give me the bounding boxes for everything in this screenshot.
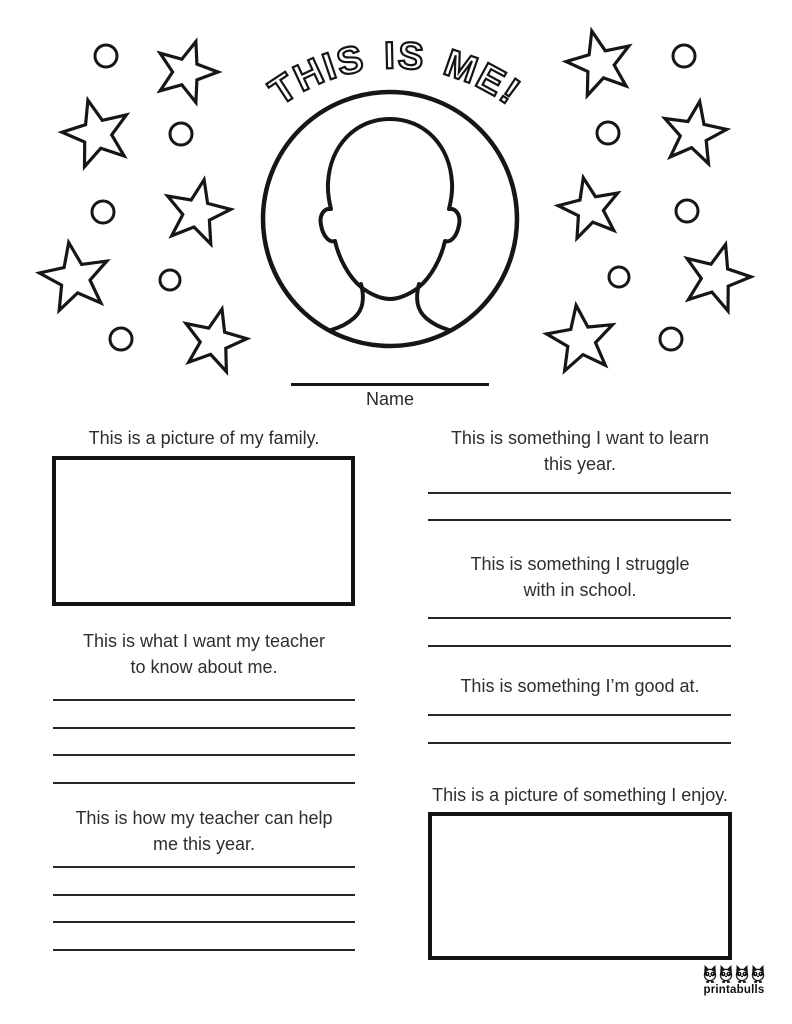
name-write-line	[291, 383, 489, 386]
section-heading-line: This is a picture of something I enjoy.	[432, 785, 728, 805]
star-icon	[62, 100, 126, 167]
blank-face-portrait-icon	[258, 87, 522, 351]
star-icon	[665, 102, 727, 164]
section-heading-line: This is how my teacher can help	[75, 808, 333, 828]
picture-box-enjoy-picture	[428, 812, 732, 960]
write-line-good-at	[428, 742, 731, 744]
circle-icon	[673, 45, 695, 67]
section-heading-good-at	[380, 673, 780, 699]
section-heading-line: with in school.	[523, 580, 637, 600]
write-line-want-to-learn	[428, 519, 731, 521]
star-icon	[168, 180, 231, 244]
section-heading-want-to-learn	[380, 425, 780, 477]
section-heading-line: to know about me.	[130, 657, 278, 677]
section-heading-teacher-help	[4, 805, 404, 857]
write-line-want-to-learn	[428, 492, 731, 494]
printabulls-logo	[696, 964, 772, 1004]
write-line-teacher-help	[53, 949, 355, 951]
write-line-teacher-know	[53, 754, 355, 756]
circle-icon	[110, 328, 132, 350]
write-line-struggle	[428, 645, 731, 647]
section-heading-line: This is a picture of my family.	[88, 428, 320, 448]
write-line-good-at	[428, 714, 731, 716]
section-heading-line: This is something I want to learn	[450, 428, 710, 448]
circle-icon	[92, 201, 114, 223]
section-heading-teacher-know	[4, 628, 404, 680]
write-line-teacher-know	[53, 782, 355, 784]
star-icon	[566, 31, 629, 96]
circle-icon	[609, 267, 629, 287]
write-line-teacher-help	[53, 921, 355, 923]
write-line-teacher-know	[53, 699, 355, 701]
circle-icon	[676, 200, 698, 222]
write-line-struggle	[428, 617, 731, 619]
picture-box-family-picture	[52, 456, 355, 606]
section-heading-line: me this year.	[152, 834, 256, 854]
write-line-teacher-know	[53, 727, 355, 729]
star-icon	[186, 309, 247, 372]
name-label: Name	[365, 389, 414, 409]
star-icon	[558, 178, 618, 239]
bulldog-face-icon-row	[702, 964, 766, 983]
circle-icon	[597, 122, 619, 144]
star-icon	[687, 244, 751, 311]
circle-icon	[160, 270, 180, 290]
section-heading-family-picture	[4, 425, 404, 451]
circle-icon	[170, 123, 192, 145]
section-heading-enjoy-picture	[380, 782, 780, 808]
circle-icon	[95, 45, 117, 67]
circle-icon	[660, 328, 682, 350]
write-line-teacher-help	[53, 866, 355, 868]
write-line-teacher-help	[53, 894, 355, 896]
star-icon	[39, 243, 106, 311]
star-icon	[547, 305, 613, 371]
section-heading-line: This is something I’m good at.	[460, 676, 700, 696]
section-heading-line: This is something I struggle	[470, 554, 690, 574]
section-heading-struggle	[380, 551, 780, 603]
logo-text: printabulls	[703, 984, 765, 996]
page-title-text: THIS IS ME!	[262, 34, 529, 114]
section-heading-line: this year.	[543, 454, 617, 474]
section-heading-line: This is what I want my teacher	[82, 631, 326, 651]
star-icon	[160, 42, 218, 103]
